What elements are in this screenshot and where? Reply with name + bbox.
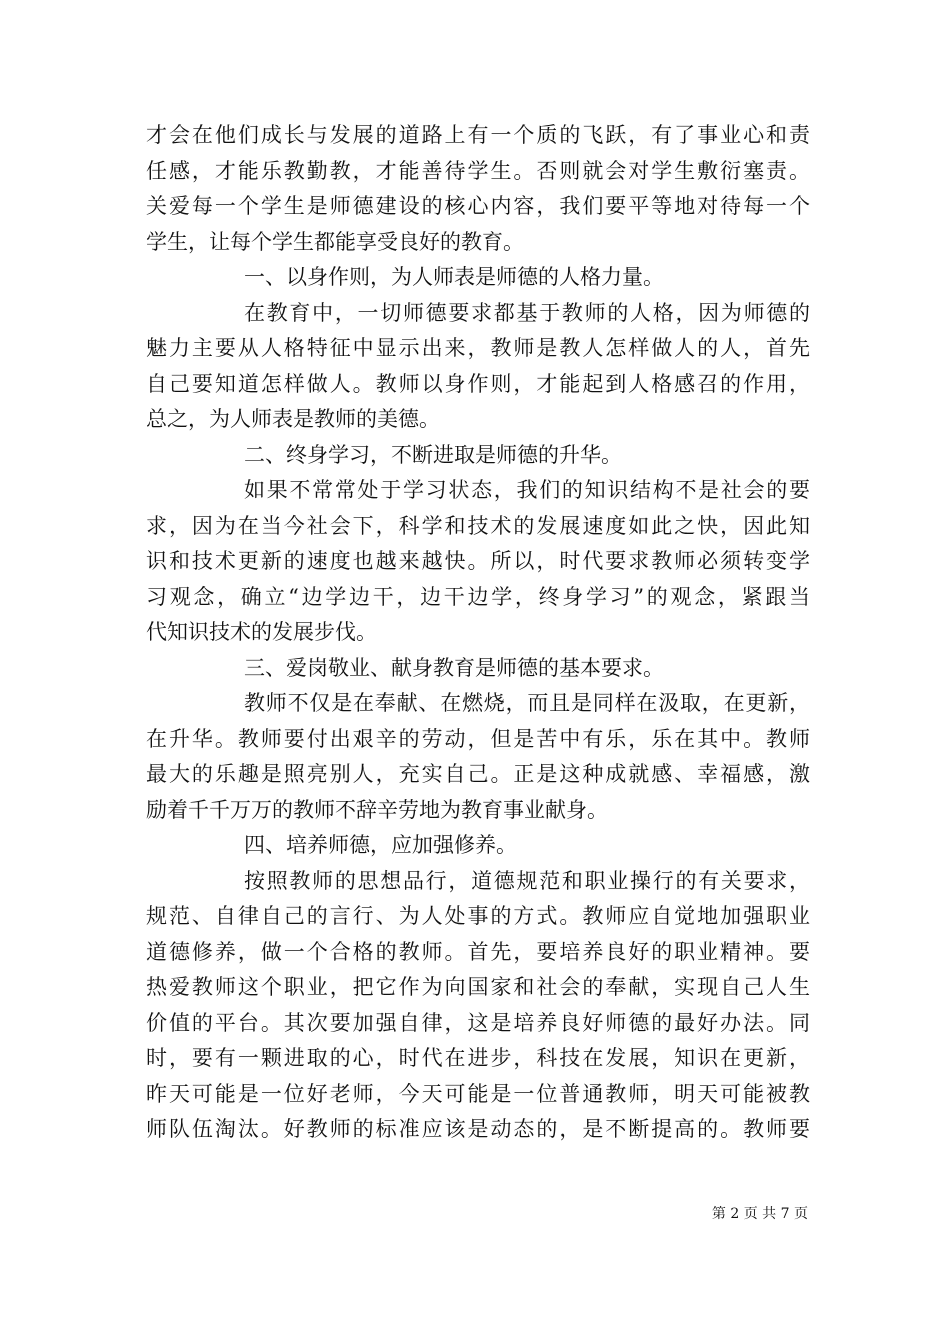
text-line: 关爱每一个学生是师德建设的核心内容，我们要平等地对待每一个 (146, 194, 810, 218)
text-line: 四、培养师德，应加强修养。 (244, 833, 517, 857)
text-line: 代知识技术的发展步伐。 (146, 620, 377, 644)
text-line: 才会在他们成长与发展的道路上有一个质的飞跃，有了事业心和责 (146, 123, 810, 147)
text-line: 如果不常常处于学习状态，我们的知识结构不是社会的要 (244, 478, 810, 502)
text-line: 热爱教师这个职业，把它作为向国家和社会的奉献，实现自己人生 (146, 975, 810, 999)
text-line: 按照教师的思想品行，道德规范和职业操行的有关要求， (244, 868, 810, 893)
text-line: 总之，为人师表是教师的美德。 (146, 407, 440, 431)
text-line: 在升华。教师要付出艰辛的劳动，但是苦中有乐，乐在其中。教师 (146, 726, 810, 751)
text-line: 学生，让每个学生都能享受良好的教育。 (146, 229, 524, 254)
text-line: 三、爱岗敬业、献身教育是师德的基本要求。 (244, 655, 664, 680)
text-line: 最大的乐趣是照亮别人，充实自己。正是这种成就感、幸福感，激 (146, 762, 810, 786)
text-line: 师队伍淘汰。好教师的标准应该是动态的，是不断提高的。教师要 (146, 1117, 810, 1141)
text-line: 励着千千万万的教师不辞辛劳地为教育事业献身。 (146, 797, 608, 822)
text-line: 一、以身作则，为人师表是师德的人格力量。 (244, 265, 664, 289)
text-line: 二、终身学习，不断进取是师德的升华。 (244, 442, 622, 467)
text-line: 自己要知道怎样做人。教师以身作则，才能起到人格感召的作用， (146, 371, 810, 396)
page-number-footer: 第 2 页 共 7 页 (711, 1206, 808, 1222)
text-line: 在教育中，一切师德要求都基于教师的人格，因为师德的 (244, 300, 810, 325)
text-line: 魅力主要从人格特征中显示出来，教师是教人怎样做人的人，首先 (146, 336, 810, 360)
text-line: 教师不仅是在奉献、在燃烧，而且是同样在汲取，在更新， (244, 691, 810, 715)
text-line: 时，要有一颗进取的心，时代在进步，科技在发展，知识在更新， (146, 1046, 810, 1070)
text-line: 价值的平台。其次要加强自律，这是培养良好师德的最好办法。同 (146, 1010, 810, 1035)
text-line: 昨天可能是一位好老师，今天可能是一位普通教师，明天可能被教 (146, 1081, 810, 1106)
document-body (146, 118, 810, 1148)
text-line: 习观念，确立“边学边干，边干边学，终身学习”的观念，紧跟当 (146, 584, 810, 609)
text-line: 规范、自律自己的言行、为人处事的方式。教师应自觉地加强职业 (146, 904, 810, 928)
text-line: 任感，才能乐教勤教，才能善待学生。否则就会对学生敷衍塞责。 (146, 158, 810, 183)
text-line: 道德修养，做一个合格的教师。首先，要培养良好的职业精神。要 (146, 939, 810, 964)
text-line: 求，因为在当今社会下，科学和技术的发展速度如此之快，因此知 (146, 513, 810, 538)
text-line: 识和技术更新的速度也越来越快。所以，时代要求教师必须转变学 (146, 549, 810, 573)
